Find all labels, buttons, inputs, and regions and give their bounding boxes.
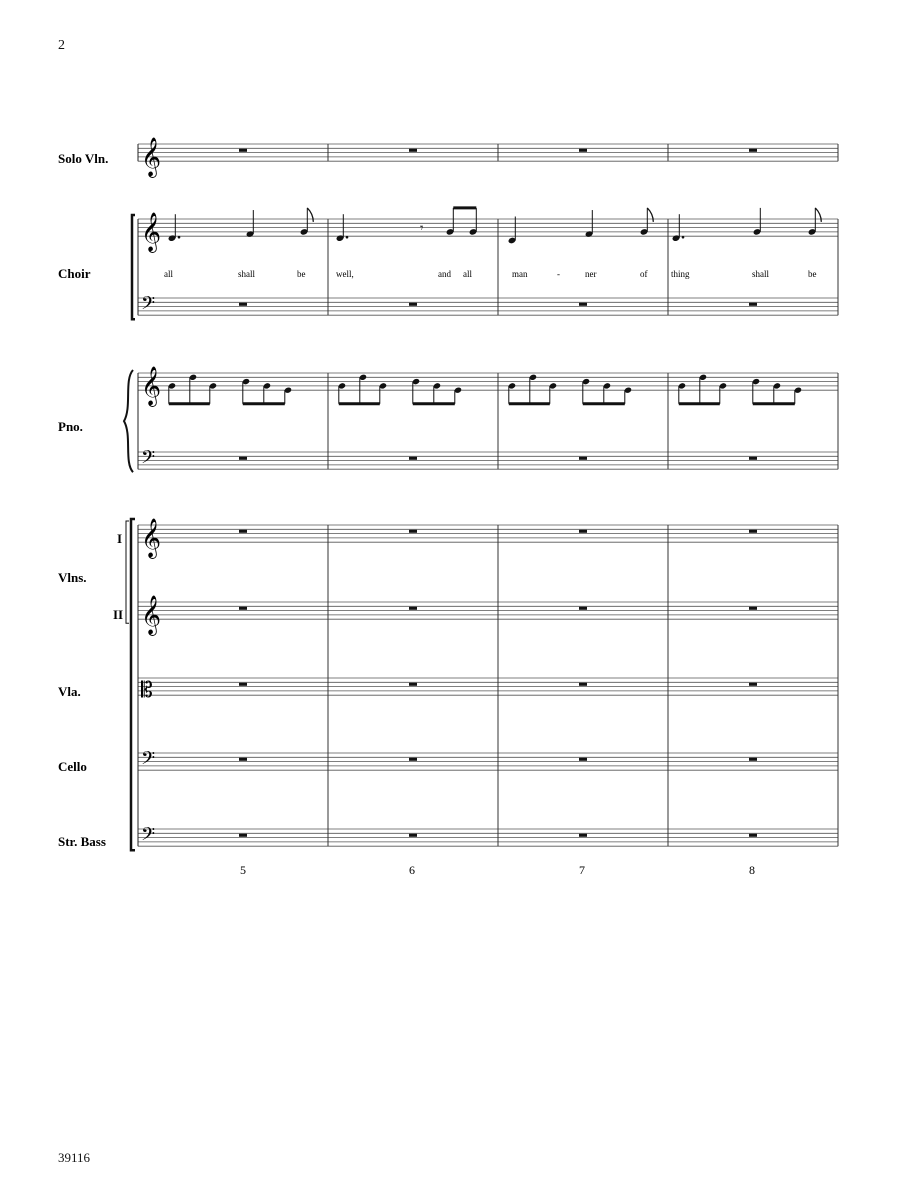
- dot: [682, 236, 685, 239]
- bass-clef-icon: 𝄢: [141, 748, 156, 774]
- lyric-syllable: shall: [752, 269, 769, 279]
- treble-clef-icon: 𝄞: [141, 366, 162, 407]
- treble-clef-icon: 𝄞: [141, 518, 162, 559]
- label-viola: Vla.: [58, 684, 81, 699]
- dot: [346, 236, 349, 239]
- whole-rest: [239, 303, 247, 306]
- eighth-flag: [815, 208, 821, 222]
- eighth-flag: [307, 208, 313, 222]
- piano-brace: [124, 370, 133, 472]
- whole-rest: [579, 530, 587, 533]
- measure-number: 7: [579, 863, 585, 877]
- whole-rest: [749, 834, 757, 837]
- lyric-syllable: be: [808, 269, 817, 279]
- staff-lines: [138, 144, 838, 846]
- bass-clef-icon: 𝄢: [141, 293, 156, 319]
- label-piano: Pno.: [58, 419, 83, 434]
- lyric-syllable: all: [164, 269, 173, 279]
- label-solo-violin: Solo Vln.: [58, 151, 109, 166]
- whole-rest: [409, 683, 417, 686]
- whole-rest: [409, 758, 417, 761]
- label-violin-1: I: [117, 531, 123, 546]
- whole-rest: [579, 149, 587, 152]
- barlines: [138, 144, 838, 846]
- treble-clef-icon: 𝄞: [141, 137, 162, 178]
- whole-rest: [239, 149, 247, 152]
- whole-rest: [579, 607, 587, 610]
- lyric-syllable: and: [438, 269, 451, 279]
- lyric-syllable: shall: [238, 269, 255, 279]
- lyric-syllable: thing: [671, 269, 690, 279]
- whole-rest: [749, 683, 757, 686]
- treble-clef-icon: 𝄞: [141, 212, 162, 253]
- measure-number: 5: [240, 863, 246, 877]
- publisher-number: 39116: [58, 1150, 91, 1165]
- whole-rest: [409, 303, 417, 306]
- whole-rest: [749, 607, 757, 610]
- choir-bracket: [132, 215, 135, 319]
- eighth-flag: [647, 208, 653, 222]
- lyric-syllable: well,: [336, 269, 354, 279]
- brackets: [124, 215, 135, 850]
- lyric-syllable: of: [640, 269, 648, 279]
- whole-rest: [239, 607, 247, 610]
- whole-rest: [749, 457, 757, 460]
- whole-rest: [239, 457, 247, 460]
- whole-rest: [579, 303, 587, 306]
- bass-clef-icon: 𝄢: [141, 824, 156, 850]
- whole-rest: [409, 834, 417, 837]
- whole-rest: [749, 758, 757, 761]
- treble-clef-icon: 𝄞: [141, 595, 162, 636]
- label-violins: Vlns.: [58, 570, 87, 585]
- whole-rest: [749, 303, 757, 306]
- label-violin-2: II: [113, 607, 124, 622]
- notes: [168, 149, 822, 837]
- dot: [178, 236, 181, 239]
- whole-rest: [409, 530, 417, 533]
- violins-subbracket: [126, 521, 129, 623]
- lyric-syllable: -: [557, 269, 560, 279]
- whole-rest: [239, 530, 247, 533]
- whole-rest: [749, 530, 757, 533]
- whole-rest: [579, 457, 587, 460]
- whole-rest: [579, 758, 587, 761]
- whole-rest: [409, 607, 417, 610]
- lyric-syllable: man: [512, 269, 528, 279]
- strings-bracket: [131, 519, 135, 850]
- whole-rest: [239, 834, 247, 837]
- page-number: 2: [58, 38, 65, 53]
- whole-rest: [409, 457, 417, 460]
- whole-rest: [239, 758, 247, 761]
- alto-clef-icon: 𝄡: [141, 678, 153, 703]
- lyric-syllable: all: [463, 269, 472, 279]
- measure-number: 6: [409, 863, 415, 877]
- label-cello: Cello: [58, 759, 87, 774]
- whole-rest: [749, 149, 757, 152]
- whole-rest: [409, 149, 417, 152]
- bass-clef-icon: 𝄢: [141, 447, 156, 473]
- lyric-syllable: ner: [585, 269, 597, 279]
- whole-rest: [239, 683, 247, 686]
- label-string-bass: Str. Bass: [58, 834, 106, 849]
- label-choir: Choir: [58, 266, 91, 281]
- measure-number: 8: [749, 863, 755, 877]
- eighth-rest-icon: 𝄾: [420, 220, 424, 236]
- whole-rest: [579, 834, 587, 837]
- whole-rest: [579, 683, 587, 686]
- clefs: [141, 137, 161, 849]
- lyric-syllable: be: [297, 269, 306, 279]
